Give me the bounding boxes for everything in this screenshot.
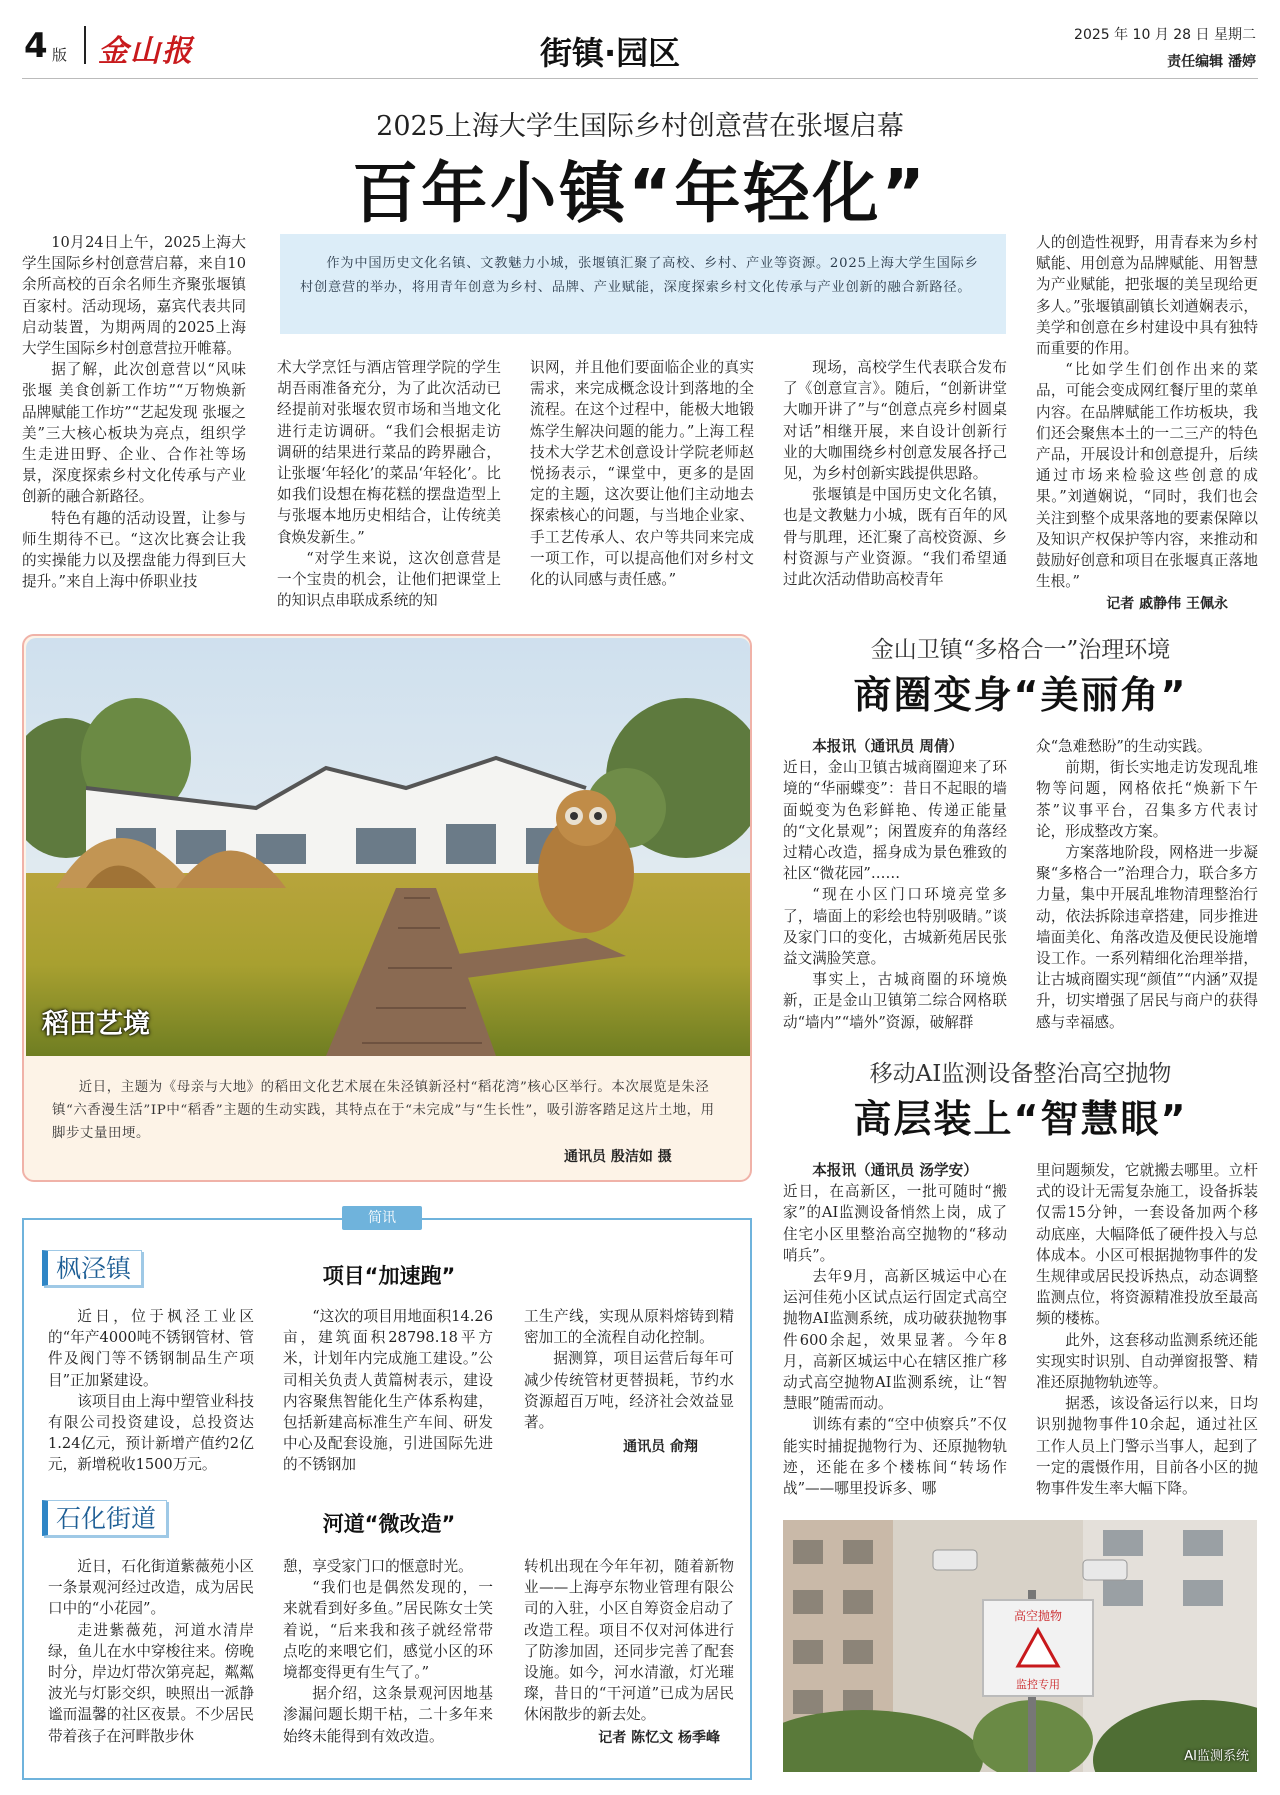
paragraph: 据介绍，这条景观河因地基渗漏问题长期干枯，二十多年来始终未能得到有效改造。 — [283, 1685, 493, 1745]
paragraph: 转机出现在今年年初，随着新物业——上海亭东物业管理有限公司的入驻，小区自筹资金启动了改造工程。项目不仅对河体进行了防渗加固，还同步完善了配套设施。如今，河水清澈，灯光璀璨，昔日的“干河道”已成为居民休闲散步的新去处。 — [524, 1558, 734, 1724]
paragraph: 众“急难愁盼”的生动实践。 — [1036, 738, 1212, 755]
article1-col3 — [530, 357, 754, 590]
paragraph: “比如学生们创作出来的菜品，可能会变成网红餐厅里的菜单内容。在品牌赋能工作坊板块，我们还会聚焦本土的一二三产的特色产品，开展设计和创意提升，后续通过市场来检验这些创意的成果。”刘遒娴说，“同时，我们也会关注到整个成果落地的要素保障以及知识产权保护等内容，来推动和鼓励好创意和项目在张堰真正落地生根。” — [1036, 361, 1258, 591]
paragraph: 近日，石化街道紫薇苑小区一条景观河经过改造，成为居民口中的“小花园”。 — [48, 1558, 254, 1618]
briefs-tag: 简讯 — [342, 1206, 422, 1230]
article3-title: 高层装上“智慧眼” — [853, 1097, 1188, 1141]
paragraph: 方案落地阶段，网格进一步凝聚“多格合一”治理合力，联合多方力量，集中开展乱堆物清理整治行动，依法拆除违章搭建，同步推进墙面美化、角落改造及便民设施增设工作。一系列精细化治理举措，让古城商圈实现“颜值”“内涵”双提升，切实增强了居民与商户的获得感与幸福感。 — [1036, 844, 1258, 1031]
brief1-col3 — [524, 1306, 734, 1458]
brief1-col1 — [48, 1306, 254, 1476]
paragraph: “现在小区门口环境亮堂多了，墙面上的彩绘也特别吸睛。”谈及家门口的变化，古城新苑居民张益文满脸笑意。 — [783, 886, 1007, 968]
paragraph: 走进紫薇苑，河道水清岸绿，鱼儿在水中穿梭往来。傍晚时分，岸边灯带次第亮起，粼粼波光与灯影交织，映照出一派静谧而温馨的社区夜景。不少居民带着孩子在河畔散步休 — [48, 1621, 254, 1745]
rice-field-illustration — [26, 638, 750, 1056]
paragraph: 据了解，此次创意营以“风味张堰 美食创新工作坊”“万物焕新 品牌赋能工作坊”“艺起发现 张堰之美”三大核心板块为亮点，组织学生走进田野、企业、合作社等场景，深度探索乡村文化传承与产业创新的融合新路径。 — [22, 361, 246, 506]
paragraph: 去年9月，高新区城运中心在运河佳苑小区试点运行固定式高空抛物AI监测系统，成功破获抛物事件600余起，效果显著。今年8月，高新区城运中心在辖区推广移动式高空抛物AI监测系统，让“智慧眼”随需而动。 — [783, 1268, 1007, 1413]
sign-text: 高空抛物 — [1013, 1609, 1063, 1623]
section-title: 街镇·园区 — [540, 34, 681, 72]
paragraph: “这次的项目用地面积14.26亩，建筑面积28798.18平方米，计划年内完成施工建设。”公司相关负责人黄篇树表示，建设内容聚焦智能化生产体系构建，包括新建高标准生产车间、研发中心及配套设施，引进国际先进的不锈钢加 — [283, 1308, 493, 1474]
ai-photo-label: AI监测系统 — [1184, 1749, 1249, 1764]
brief2-credit: 记者 陈忆文 杨季峰 — [598, 1729, 720, 1746]
paragraph: 人的创造性视野，用青春来为乡村赋能、用创意为品牌赋能、用智慧为产业赋能，把张堰的美呈现给更多人。”张堰镇副镇长刘遒娴表示，美学和创意在乡村建设中具有独特而重要的作用。 — [1036, 234, 1258, 358]
ai-monitor-photo — [783, 1520, 1257, 1772]
page-unit: 版 — [52, 46, 68, 64]
article3-col2 — [1036, 1160, 1258, 1499]
location-tag-fengjing: 枫泾镇 — [42, 1250, 142, 1286]
article2-subtitle: 金山卫镇“多格合一”治理环境 — [870, 637, 1171, 663]
paragraph: 10月24日上午，2025上海大学生国际乡村创意营启幕，来自10余所高校的百余名师生齐聚张堰镇百家村。活动现场，嘉宾代表共同启动装置，为期两周的2025上海大学生国际乡村创意营拉开帷幕。 — [22, 234, 246, 358]
brief2-col1 — [48, 1556, 254, 1747]
paragraph: 近日，金山卫镇古城商圈迎来了环境的“华丽蝶变”：昔日不起眼的墙面蜕变为色彩鲜艳、传递正能量的“文化景观”；闲置废弃的角落经过精心改造，摇身成为景色雅致的社区“微花园”…… — [783, 759, 1007, 883]
paragraph: “对学生来说，这次创意营是一个宝贵的机会，让他们把课堂上的知识点串联成系统的知 — [277, 549, 501, 610]
paragraph: 术大学烹饪与酒店管理学院的学生胡吾雨准备充分，为了此次活动已经提前对张堰农贸市场和当地文化进行走访调研。“我们会根据走访调研的结果进行菜品的跨界融合，让张堰‘年轻化’的菜品‘年轻化’。比如我们设想在梅花糕的摆盘造型上与张堰本地历史相结合，让传统美食焕发新生。” — [277, 359, 501, 546]
paragraph: 该项目由上海中塑管业科技有限公司投资建设，总投资达1.24亿元，预计新增产值约2亿元，新增税收1500万元。 — [48, 1392, 254, 1474]
brief2-col2 — [283, 1556, 493, 1747]
article1-lead: 作为中国历史文化名镇、文教魅力小城，张堰镇汇聚了高校、乡村、产业等资源。2025上海大学生国际乡村创意营的举办，将用青年创意为乡村、品牌、产业赋能，深度探索乡村文化传承与产业创新的融合新路径。 — [280, 234, 1006, 334]
paragraph: 里问题频发，它就搬去哪里。立杆式的设计无需复杂施工，设备拆装仅需15分钟，一套设备加两个移动底座，大幅降低了硬件投入与总体成本。小区可根据抛物事件的发生规律或居民投诉热点，动态调整监测点位，将资源精准投放至最高频的楼栋。 — [1036, 1162, 1258, 1328]
header-rule — [22, 78, 1258, 79]
paragraph: 事实上，古城商圈的环境焕新，正是金山卫镇第二综合网格联动“墙内”“墙外”资源，破解群 — [783, 971, 1007, 1031]
paragraph: 训练有素的“空中侦察兵”不仅能实时捕捉抛物行为、还原抛物轨迹，还能在多个楼栋间“转场作战”——哪里投诉多、哪 — [783, 1416, 1007, 1498]
article2-col2 — [1036, 736, 1258, 1033]
article2-byline: 本报讯（通讯员 周倩） — [812, 738, 964, 755]
paragraph: “我们也是偶然发现的，一来就看到好多鱼。”居民陈女士笑着说，“后来我和孩子就经常带点吃的来喂它们，感觉小区的环境都变得更有生气了。” — [283, 1579, 493, 1682]
photo-panel — [22, 634, 752, 1182]
photo-label: 稻田艺境 — [42, 1009, 150, 1040]
brief2-title: 河道“微改造” — [322, 1512, 456, 1536]
article3-byline: 本报讯（通讯员 汤学安） — [812, 1162, 978, 1179]
article1-col4 — [783, 357, 1007, 590]
newspaper-logo: 金山报 — [98, 34, 194, 69]
paragraph: 特色有趣的活动设置，让参与师生期待不已。“这次比赛会让我的实操能力以及摆盘能力得到巨大提升。”来自上海中侨职业技 — [22, 509, 246, 591]
paragraph: 前期，街长实地走访发现乱堆物等问题，网格依托“焕新下午茶”议事平台，召集多方代表讨论，形成整改方案。 — [1036, 759, 1258, 840]
ai-monitor-illustration — [783, 1520, 1257, 1772]
brief2-col3 — [524, 1556, 734, 1749]
paragraph: 识网，并且他们要面临企业的真实需求，来完成概念设计到落地的全流程。在这个过程中，能极大地锻炼学生解决问题的能力。”上海工程技术大学艺术创意设计学院老师赵悦扬表示，“课堂中，更多的是固定的主题，这次要让他们主动地去探索核心的问题，与当地企业家、手工艺传承人、农户等共同来完成一项工作，可以提高他们对乡村文化的认同感与责任感。” — [530, 359, 754, 589]
header-divider — [84, 26, 86, 64]
article1-col5 — [1036, 232, 1258, 616]
paragraph: 据测算，项目运营后每年可减少传统管材更替损耗，节约水资源超百万吨，经济社会效益显著。 — [524, 1350, 734, 1432]
paragraph: 张堰镇是中国历史文化名镇，也是文教魅力小城，既有百年的风骨与肌理，还汇聚了高校资源、乡村资源与产业资源。“我们希望通过此次活动借助高校青年 — [783, 486, 1007, 589]
article2-col1 — [783, 736, 1007, 1033]
responsible-editor: 责任编辑 潘婷 — [1167, 54, 1256, 70]
paragraph: 现场，高校学生代表联合发布了《创意宣言》。随后，“创新讲堂大咖开讲了”与“创意点亮乡村圆桌对话”相继开展，来自设计创新行业的大咖围绕乡村创意发展各抒己见，为乡村创新实践提供思路。 — [783, 359, 1007, 483]
page-number: 4 — [24, 26, 48, 66]
paragraph: 近日，在高新区，一批可随时“搬家”的AI监测设备悄然上岗，成了住宅小区里整治高空抛物的“移动哨兵”。 — [783, 1183, 1007, 1264]
paragraph: 据悉，该设备运行以来，日均识别抛物事件10余起，通过社区工作人员上门警示当事人，起到了一定的震慑作用，目前各小区的抛物事件发生率大幅下降。 — [1036, 1395, 1258, 1498]
sign-subtext: 监控专用 — [1016, 1678, 1060, 1691]
location-tag-shihua: 石化街道 — [42, 1500, 167, 1536]
article2-title: 商圈变身“美丽角” — [853, 673, 1188, 717]
paragraph: 近日，位于枫泾工业区的“年产4000吨不锈钢管材、管件及阀门等不锈钢制品生产项目”正加紧建设。 — [48, 1308, 254, 1389]
paragraph: 工生产线，实现从原料熔铸到精密加工的全流程自动化控制。 — [524, 1308, 734, 1347]
article1-col1 — [22, 232, 246, 592]
brief1-title: 项目“加速跑” — [322, 1264, 456, 1288]
paragraph: 此外，这套移动监测系统还能实现实时识别、自动弹窗报警、精准还原抛物轨迹等。 — [1036, 1331, 1258, 1392]
article1-reporters: 记者 戚静伟 王佩永 — [1106, 596, 1228, 613]
article1-col2 — [277, 357, 501, 611]
article1-title: 百年小镇“年轻化” — [352, 155, 928, 232]
photo-credit: 通讯员 殷洁如 摄 — [564, 1149, 672, 1165]
issue-date: 2025 年 10 月 28 日 星期二 — [1074, 27, 1256, 43]
paragraph: 憩，享受家门口的惬意时光。 — [283, 1558, 473, 1575]
article1-subtitle: 2025上海大学生国际乡村创意营在张堰启幕 — [376, 111, 904, 142]
article3-col1 — [783, 1160, 1007, 1499]
photo-caption: 近日，主题为《母亲与大地》的稻田文化艺术展在朱泾镇新泾村“稻花湾”核心区举行。本次展览是朱泾镇“六香漫生活”IP中“稻香”主题的生动实践，其特点在于“未完成”与“生长性”，吸引游客踏足这片土地，用脚步丈量田埂。 — [52, 1080, 715, 1141]
rice-field-photo — [26, 638, 750, 1056]
article3-subtitle: 移动AI监测设备整治高空抛物 — [869, 1061, 1172, 1087]
brief1-credit: 通讯员 俞翔 — [623, 1439, 698, 1456]
brief1-col2 — [283, 1306, 493, 1476]
